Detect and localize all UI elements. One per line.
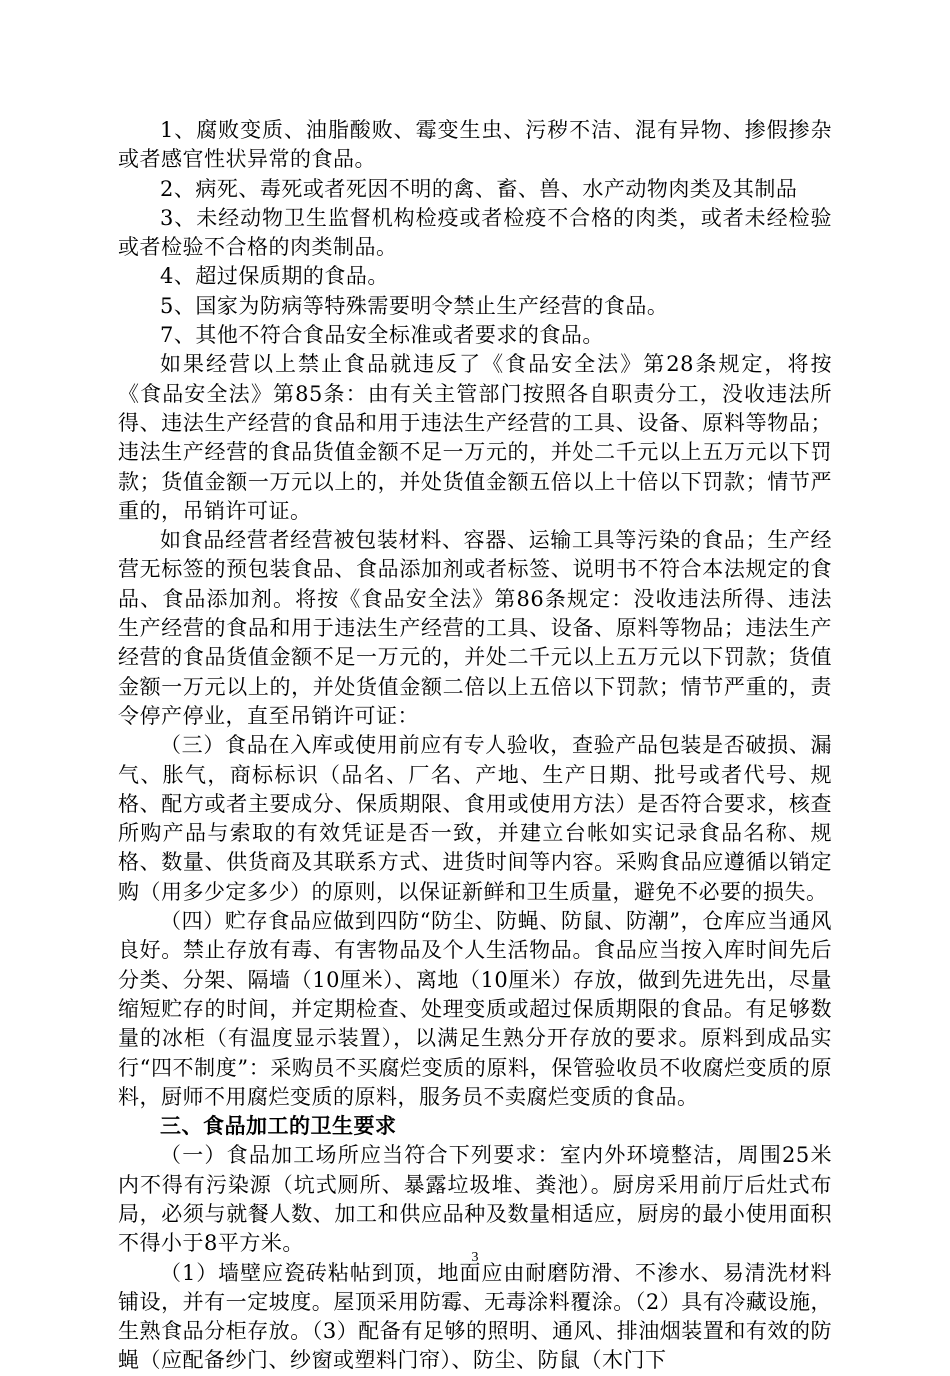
paragraph-article-86: 如食品经营者经营被包装材料、容器、运输工具等污染的食品；生产经营无标签的预包装食品、食品添加剂或者标签、说明书不符合本法规定的食品、食品添加剂。将按《食品安全法》第86条规定：没收违法所得、违法生产经营的食品和用于违法生产经营的工具、设备、原料等物品；违法生产经营的食品货值金额不足一万元的，并处二千元以上五万元以下罚款；货值金额一万元以上的，并处货值金额二倍以上五倍以下罚款；情节严重的，责令停产停业，直至吊销许可证： [118, 528, 832, 728]
section-heading: 三、食品加工的卫生要求 [160, 1114, 397, 1139]
list-item-expired-food: 4、超过保质期的食品。 [160, 264, 389, 289]
paragraph-inspection: （三）食品在入库或使用前应有专人验收，查验产品包装是否破损、漏气、胀气，商标标识（品名、厂名、产地、生产日期、批号或者代号、规格、配方或者主要成分、保质期限、食用或使用方法）是否符合要求，核查所购产品与索取的有效凭证是否一致，并建立台帐如实记录食品名称、规格、数量、供货商及其联系方式、进货时间等内容。采购食品应遵循以销定购（用多少定多少）的原则，以保证新鲜和卫生质量，避免不必要的损失。 [118, 733, 832, 904]
list-item-nonconforming-food: 7、其他不符合食品安全标准或者要求的食品。 [160, 323, 604, 348]
list-item-spoiled-food: 1、腐败变质、油脂酸败、霉变生虫、污秽不洁、混有异物、掺假掺杂或者感官性状异常的食品。 [118, 118, 832, 172]
list-item-uninspected-meat: 3、未经动物卫生监督机构检疫或者检疫不合格的肉类，或者未经检验或者检验不合格的肉类制品。 [118, 205, 832, 260]
list-item-banned-food: 5、国家为防病等特殊需要明令禁止生产经营的食品。 [160, 293, 669, 318]
paragraph-storage: （四）贮存食品应做到四防“防尘、防蝇、防鼠、防潮”，仓库应当通风良好。禁止存放有毒、有害物品及个人生活物品。食品应当按入库时间先后分类、分架、隔墙（10厘米）、离地（10厘米）存放，做到先进先出，尽量缩短贮存的时间，并定期检查、处理变质或超过保质期限的食品。有足够数量的冰柜（有温度显示装置），以满足生熟分开存放的要求。原料到成品实行“四不制度”：采购员不买腐烂变质的原料，保管验收员不收腐烂变质的原料，厨师不用腐烂变质的原料，服务员不卖腐烂变质的食品。 [118, 909, 832, 1109]
list-item-diseased-meat: 2、病死、毒死或者死因不明的禽、畜、兽、水产动物肉类及其制品 [160, 176, 798, 201]
page-number: 3 [471, 1250, 479, 1265]
document-body [118, 116, 832, 1376]
paragraph-processing-site: （一）食品加工场所应当符合下列要求：室内外环境整洁，周围25米内不得有污染源（坑式厕所、暴露垃圾堆、粪池）。厨房采用前厅后灶式布局，必须与就餐人数、加工和供应品种及数量相适应，厨房的最小使用面积不得小于8平方米。 [118, 1143, 832, 1256]
paragraph-facility-requirements: （1）墙壁应瓷砖粘帖到顶，地面应由耐磨防滑、不渗水、易清洗材料铺设，并有一定坡度。屋顶采用防霉、无毒涂料覆涂。（2）具有冷藏设施，生熟食品分柜存放。（3）配备有足够的照明、通风、排油烟装置和有效的防蝇（应配备纱门、纱窗或塑料门帘）、防尘、防鼠（木门下 [118, 1260, 832, 1373]
paragraph-article-85: 如果经营以上禁止食品就违反了《食品安全法》第28条规定，将按《食品安全法》第85条：由有关主管部门按照各自职责分工，没收违法所得、违法生产经营的食品和用于违法生产经营的工具、设备、原料等物品；违法生产经营的食品货值金额不足一万元的，并处二千元以上五万元以下罚款；货值金额一万元以上的，并处货值金额五倍以上十倍以下罚款；情节严重的，吊销许可证。 [118, 352, 832, 523]
